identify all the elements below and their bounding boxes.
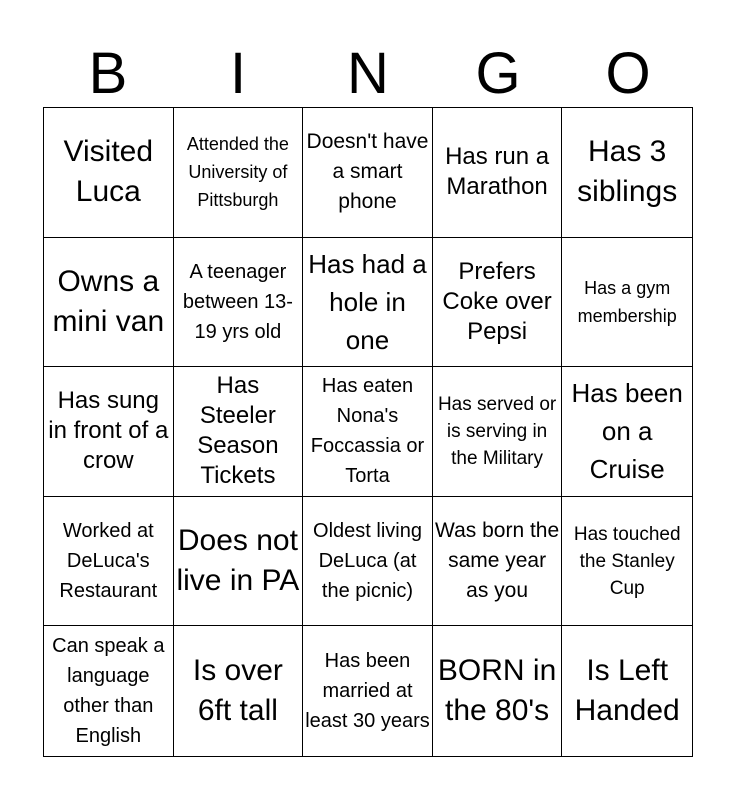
cell-text: Can speak a language other than English — [52, 635, 165, 748]
cell-text: Has served or is serving in the Military — [437, 393, 557, 469]
header-letter-o: O — [605, 41, 651, 106]
cell-text: Does not live in PA — [176, 524, 300, 598]
bingo-card-grid — [43, 107, 693, 757]
bingo-cell[interactable] — [44, 497, 174, 627]
cell-text: Has Steeler Season Tickets — [197, 372, 279, 490]
cell-text: Visited Luca — [63, 135, 154, 209]
cell-text: Has been married at least 30 years — [305, 650, 430, 733]
bingo-cell[interactable] — [303, 497, 433, 627]
cell-text: BORN in the 80's — [437, 654, 557, 728]
bingo-header — [43, 40, 693, 108]
cell-text: Doesn't have a smart phone — [306, 130, 429, 214]
bingo-cell[interactable] — [44, 367, 174, 497]
bingo-cell[interactable] — [433, 108, 563, 238]
bingo-cell[interactable] — [562, 238, 692, 368]
bingo-cell[interactable] — [174, 367, 304, 497]
cell-text: Owns a mini van — [52, 264, 165, 338]
bingo-cell[interactable] — [562, 108, 692, 238]
bingo-cell[interactable] — [44, 108, 174, 238]
cell-text: Has run a Marathon — [445, 143, 550, 201]
bingo-cell[interactable] — [562, 367, 692, 497]
bingo-cell[interactable] — [174, 238, 304, 368]
cell-text: Is over 6ft tall — [192, 654, 283, 728]
bingo-cell[interactable] — [303, 626, 433, 756]
bingo-cell[interactable] — [433, 497, 563, 627]
bingo-cell[interactable] — [433, 367, 563, 497]
bingo-cell[interactable] — [174, 497, 304, 627]
cell-text: Has had a hole in one — [308, 248, 427, 355]
bingo-cell[interactable] — [433, 626, 563, 756]
cell-text: Has touched the Stanley Cup — [573, 523, 681, 599]
cell-text: Attended the University of Pittsburgh — [186, 134, 289, 211]
cell-text: Has a gym membership — [577, 277, 677, 326]
bingo-cell[interactable] — [562, 626, 692, 756]
cell-text: Was born the same year as you — [435, 519, 560, 603]
cell-text: Is Left Handed — [574, 654, 680, 728]
cell-text: Prefers Coke over Pepsi — [442, 257, 552, 345]
bingo-cell[interactable] — [44, 238, 174, 368]
header-letter-n: N — [347, 41, 389, 106]
bingo-cell[interactable] — [303, 367, 433, 497]
header-letter-b: B — [88, 41, 128, 106]
cell-text: Has eaten Nona's Foccassia or Torta — [310, 375, 425, 488]
cell-text: Has 3 siblings — [577, 135, 678, 209]
cell-text: Worked at DeLuca's Restaurant — [59, 520, 158, 603]
header-letter-g: G — [475, 41, 521, 106]
bingo-cell[interactable] — [303, 238, 433, 368]
cell-text: A teenager between 13-19 yrs old — [182, 260, 293, 343]
bingo-cell[interactable] — [174, 626, 304, 756]
cell-text: Oldest living DeLuca (at the picnic) — [313, 520, 422, 603]
bingo-cell[interactable] — [174, 108, 304, 238]
bingo-cell[interactable] — [44, 626, 174, 756]
header-letter-i: I — [229, 41, 247, 106]
bingo-cell[interactable] — [433, 238, 563, 368]
bingo-cell[interactable] — [562, 497, 692, 627]
bingo-cell[interactable] — [303, 108, 433, 238]
cell-text: Has been on a Cruise — [571, 378, 683, 485]
cell-text: Has sung in front of a crow — [48, 387, 169, 475]
